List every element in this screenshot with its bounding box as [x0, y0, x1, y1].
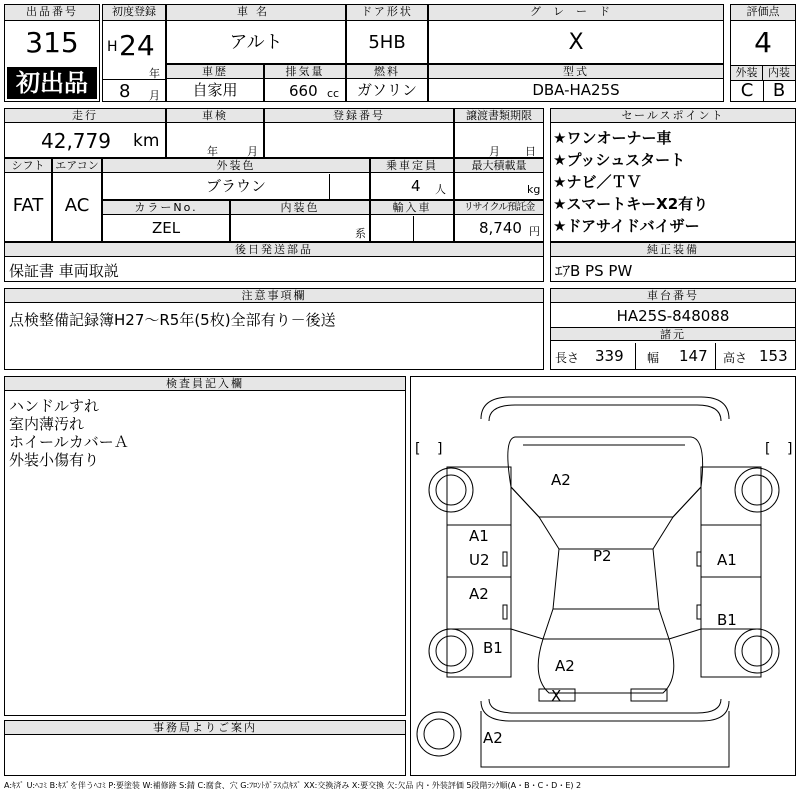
later-parts-box: [4, 242, 544, 282]
mileage-value: 42,779: [41, 129, 111, 153]
mark-front-left-fender: A1: [469, 527, 489, 545]
genuine-equipment-value: ｴｱB PS PW: [555, 262, 633, 280]
int-score-label: 内装: [763, 66, 795, 80]
mileage-box: [4, 108, 166, 158]
first-reg-year: 24: [119, 29, 155, 62]
bracket-fr: [: [765, 441, 771, 457]
notes-label: 注意事項欄: [5, 289, 543, 303]
int-score-value: B: [772, 81, 786, 101]
capacity-label: 乗車定員: [371, 159, 453, 173]
ext-color-label: 外装色: [103, 159, 369, 173]
width-value: 147: [679, 347, 708, 365]
aircon-box: [52, 158, 102, 242]
reg-no-label: 登録番号: [265, 109, 453, 123]
recycle-value: 8,740: [479, 219, 522, 237]
later-parts-value: 保証書 車両取説: [9, 262, 119, 280]
inspector-box: [4, 376, 406, 716]
aircon-label: エアコン: [53, 159, 101, 173]
inspector-label: 検査員記入欄: [5, 377, 405, 391]
score-label: 評価点: [731, 5, 795, 21]
inspector-note: 室内薄汚れ: [9, 415, 85, 433]
car-diagram-svg: [411, 377, 795, 775]
mileage-unit: km: [133, 131, 160, 151]
reg-no-box: [264, 108, 454, 158]
first-reg-label: 初度登録: [103, 5, 165, 21]
capacity-box: [370, 158, 454, 200]
mark-rear-left-door: A2: [469, 585, 489, 603]
chassis-label: 車台番号: [551, 289, 795, 303]
notes-box: [4, 288, 544, 370]
mark-rear-gate: A2: [555, 657, 575, 675]
year-unit: 年: [149, 67, 160, 80]
ext-score-value: C: [740, 81, 754, 101]
bracket-fr-close: ]: [787, 441, 793, 457]
fuel-value: ガソリン: [356, 81, 417, 99]
notes-value: 点検整備記録簿H27～R5年(5枚)全部有り－後送: [9, 311, 336, 329]
car-name-label: 車名: [167, 5, 345, 21]
door-label: ドア形状: [347, 5, 427, 21]
model-box: [428, 64, 724, 102]
fuel-label: 燃料: [347, 65, 427, 79]
model-label: 型式: [429, 65, 723, 79]
lot-box: [4, 4, 100, 102]
displacement-label: 排気量: [265, 65, 345, 79]
sales-point-item: ★プッシュスタート: [553, 151, 686, 169]
mark-rear-lamp: X: [551, 687, 562, 705]
door-value: 5HB: [368, 32, 406, 53]
recycle-label: リサイクル預託金: [455, 201, 543, 215]
history-box: [166, 64, 264, 102]
max-load-label: 最大積載量: [455, 159, 543, 173]
grade-label: グレード: [429, 5, 723, 21]
doc-deadline-box: [454, 108, 544, 158]
office-box: [4, 720, 406, 776]
mark-rear-bumper: A2: [483, 729, 503, 747]
first-reg-month: 8: [119, 81, 131, 102]
mark-front-left-door: U2: [469, 551, 490, 569]
office-label: 事務局よりご案内: [5, 721, 405, 735]
bracket-fl: [: [415, 441, 421, 457]
mileage-label: 走行: [5, 109, 165, 123]
import-label: 輸入車: [371, 201, 453, 215]
genuine-equipment-label: 純正装備: [551, 243, 795, 257]
inspection-year-unit: 年: [207, 145, 218, 158]
history-value: 自家用: [192, 81, 238, 99]
later-parts-label: 後日発送部品: [5, 243, 543, 257]
sales-points-label: セールスポイント: [551, 109, 795, 123]
mark-roof: P2: [593, 547, 612, 565]
max-load-unit: kg: [527, 183, 541, 196]
era-label: H: [107, 39, 118, 55]
lot-label: 出品番号: [5, 5, 99, 21]
mark-rear-left-fender: B1: [483, 639, 503, 657]
score-box: [730, 4, 796, 102]
int-color-unit: 系: [355, 227, 366, 240]
mark-front-right-door: A1: [717, 551, 737, 569]
color-no-value: ZEL: [151, 219, 181, 237]
length-value: 339: [595, 347, 624, 365]
fuel-box: [346, 64, 428, 102]
inspector-note: ハンドルすれ: [9, 397, 100, 415]
inspection-month-unit: 月: [247, 145, 258, 158]
displacement-value: 660: [289, 82, 318, 100]
height-label: 高さ: [723, 351, 748, 365]
int-color-box: [230, 200, 370, 242]
car-name-value: アルト: [229, 32, 283, 53]
max-load-box: [454, 158, 544, 200]
history-label: 車歴: [167, 65, 263, 79]
int-color-label: 内装色: [231, 201, 369, 215]
color-no-label: カラーNo.: [103, 201, 229, 215]
capacity-unit: 人: [435, 183, 446, 196]
doc-deadline-month: 月: [489, 145, 500, 158]
model-value: DBA-HA25S: [532, 81, 620, 99]
doc-deadline-label: 譲渡書類期限: [455, 109, 543, 123]
first-listing-badge: 初出品: [7, 67, 97, 99]
shift-value: FAT: [12, 195, 44, 216]
inspector-note: ホイールカバーＡ: [9, 433, 129, 451]
color-no-box: [102, 200, 230, 242]
sales-points-box: [550, 108, 796, 242]
car-name-box: [166, 4, 346, 64]
bracket-fl-close: ]: [437, 441, 443, 457]
shift-label: シフト: [5, 159, 51, 173]
month-unit: 月: [149, 89, 160, 102]
sales-point-item: ★ワンオーナー車: [553, 129, 672, 147]
ext-color-box: [102, 158, 370, 200]
dimensions-label: 諸元: [551, 327, 795, 341]
mark-rear-right-fender: B1: [717, 611, 737, 629]
displacement-unit: cc: [327, 87, 340, 100]
lot-number: 315: [25, 26, 79, 59]
sales-point-item: ★ドアサイドバイザー: [553, 217, 700, 235]
ext-score-label: 外装: [731, 66, 763, 80]
legend-text: A:ｷｽﾞ U:ﾍｺﾐ B:ｷｽﾞを伴うﾍｺﾐ P:要塗装 W:補修跡 S:錆 C:腐食、穴 G:ﾌﾛﾝﾄｶﾞﾗｽ点ｷｽﾞ XX:交換済み X:要交換 欠:欠品 内・外装評価 5段階ﾗﾝｸ順(A・B・C・D・E) 2: [4, 781, 582, 790]
chassis-box: [550, 288, 796, 370]
inspection-box: [166, 108, 264, 158]
chassis-value: HA25S-848088: [616, 307, 730, 325]
first-reg-box: [102, 4, 166, 102]
door-box: [346, 4, 428, 64]
score-value: 4: [754, 26, 772, 59]
mark-hood: A2: [551, 471, 571, 489]
ext-color-value: ブラウン: [205, 177, 266, 195]
import-box: [370, 200, 454, 242]
shift-box: [4, 158, 52, 242]
height-value: 153: [759, 347, 788, 365]
inspection-label: 車検: [167, 109, 263, 123]
aircon-value: AC: [64, 195, 90, 216]
inspector-note: 外装小傷有り: [9, 451, 100, 469]
length-label: 長さ: [555, 351, 580, 365]
doc-deadline-day: 日: [525, 145, 536, 158]
genuine-equipment-box: [550, 242, 796, 282]
recycle-box: [454, 200, 544, 242]
width-label: 幅: [647, 351, 660, 365]
car-diagram: [410, 376, 796, 776]
displacement-box: [264, 64, 346, 102]
sales-point-item: ★ナビ／ＴＶ: [553, 173, 642, 191]
recycle-unit: 円: [529, 225, 540, 238]
capacity-value: 4: [411, 177, 421, 195]
grade-box: [428, 4, 724, 64]
grade-value: X: [568, 30, 584, 55]
sales-point-item: ★スマートキーX2有り: [553, 195, 709, 213]
